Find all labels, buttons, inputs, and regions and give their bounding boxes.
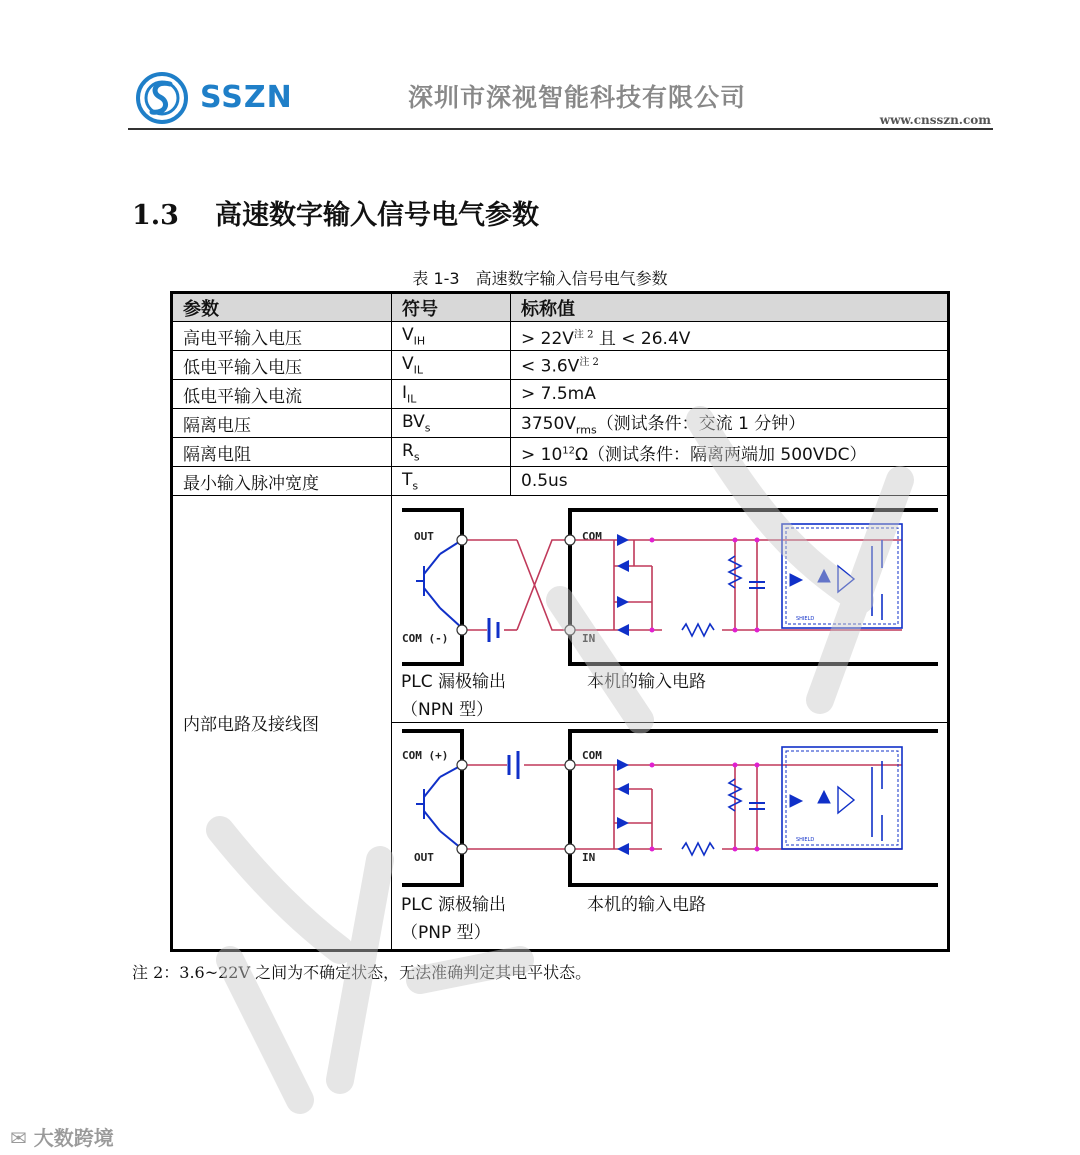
pnp-junction-dots	[650, 763, 760, 852]
pnp-wires	[462, 765, 902, 849]
pnp-diode-icons	[617, 759, 629, 855]
param-cell: 隔离电压	[172, 409, 392, 438]
header-value: 标称值	[511, 293, 949, 322]
value-cell: > $22V^{注 2}$ 且 < 26.4V	[511, 322, 949, 351]
caption-title: 高速数字输入信号电气参数	[475, 269, 668, 288]
pnp-shield-label: SHIELD	[796, 837, 815, 843]
pnp-battery-icon	[509, 751, 518, 779]
symbol-cell: $R_s$	[392, 438, 511, 467]
pnp-optocoupler-icon	[782, 747, 902, 849]
table-row	[172, 380, 949, 409]
npn-local-label: 本机的输入电路	[587, 672, 706, 692]
wechat-icon: ✉	[10, 1126, 27, 1150]
table-row	[172, 467, 949, 496]
section-number: 1.3	[132, 200, 179, 231]
pnp-plc-line1: PLC 源极输出	[401, 895, 506, 915]
company-name: 深圳市深视智能科技有限公司	[408, 83, 747, 112]
npn-right-in: IN	[582, 632, 596, 645]
pnp-out-label: OUT	[414, 851, 434, 864]
npn-wires	[462, 540, 902, 630]
value-cell: > 7.5mA	[511, 380, 949, 409]
npn-plc-line1: PLC 漏极输出	[401, 672, 506, 692]
npn-terminals	[457, 535, 575, 635]
sszn-logo-icon	[136, 70, 188, 126]
footer-watermark-text: 大数跨境	[33, 1126, 114, 1150]
param-cell: 最小输入脉冲宽度	[172, 467, 392, 496]
npn-out-label: OUT	[414, 530, 434, 543]
param-cell: 高电平输入电压	[172, 322, 392, 351]
npn-right-com: COM	[582, 530, 602, 543]
npn-plc-label	[401, 668, 506, 724]
param-cell: 隔离电阻	[172, 438, 392, 467]
npn-battery-icon	[489, 618, 498, 642]
page-header	[128, 60, 993, 130]
pnp-plc-label	[401, 891, 506, 947]
npn-plc-line2: （NPN 型）	[401, 700, 494, 720]
table-row	[172, 438, 949, 467]
pnp-terminals	[457, 760, 575, 854]
header-param: 参数	[172, 293, 392, 322]
diagram-cell	[392, 496, 949, 951]
website: www.cnsszn.com	[879, 113, 991, 127]
table-row	[172, 322, 949, 351]
pnp-right-in: IN	[582, 851, 596, 864]
npn-junction-dots	[650, 538, 760, 633]
spec-table	[170, 291, 950, 952]
symbol-cell: $V_{IH}$	[392, 322, 511, 351]
table-header-row	[172, 293, 949, 322]
npn-transistor-icon	[416, 554, 440, 608]
footnote: 注 2：3.6~22V 之间为不确定状态，无法准确判定其电平状态。	[132, 963, 592, 982]
table-row	[172, 409, 949, 438]
symbol-cell: $T_s$	[392, 467, 511, 496]
symbol-cell: $V_{IL}$	[392, 351, 511, 380]
npn-wiring-diagram	[392, 496, 947, 722]
pnp-wiring-diagram	[392, 722, 947, 949]
pnp-local-label: 本机的输入电路	[587, 895, 706, 915]
diagram-row	[172, 496, 949, 951]
symbol-cell: $BV_s$	[392, 409, 511, 438]
table-caption	[0, 266, 1080, 289]
npn-resistor-icon	[682, 624, 714, 636]
pnp-right-com: COM	[582, 749, 602, 762]
section-heading	[132, 193, 539, 232]
npn-diode-icons	[617, 534, 629, 636]
header-divider	[128, 128, 993, 130]
value-cell: 0.5us	[511, 467, 949, 496]
symbol-cell: $I_{IL}$	[392, 380, 511, 409]
footer-watermark-logo	[10, 1122, 114, 1151]
value-cell: $3750V_{rms}$（测试条件：交流 1 分钟）	[511, 409, 949, 438]
param-cell: 低电平输入电流	[172, 380, 392, 409]
pnp-com-label: COM (+)	[402, 749, 449, 762]
npn-shield-label: SHIELD	[796, 616, 815, 622]
diagram-row-label: 内部电路及接线图	[172, 496, 392, 951]
pnp-plc-line2: （PNP 型）	[401, 923, 491, 943]
npn-com-label: COM (-)	[402, 632, 449, 645]
caption-label: 表 1-3	[412, 269, 460, 288]
logo-text: SSZN	[200, 80, 293, 115]
pnp-resistor-icon	[682, 843, 714, 855]
value-cell: < $3.6V^{注 2}$	[511, 351, 949, 380]
pnp-transistor-icon	[416, 777, 440, 831]
header-symbol: 符号	[392, 293, 511, 322]
param-cell: 低电平输入电压	[172, 351, 392, 380]
section-title: 高速数字输入信号电气参数	[214, 200, 539, 231]
table-row	[172, 351, 949, 380]
value-cell: > $10^{12}\Omega$（测试条件：隔离两端加 500VDC）	[511, 438, 949, 467]
